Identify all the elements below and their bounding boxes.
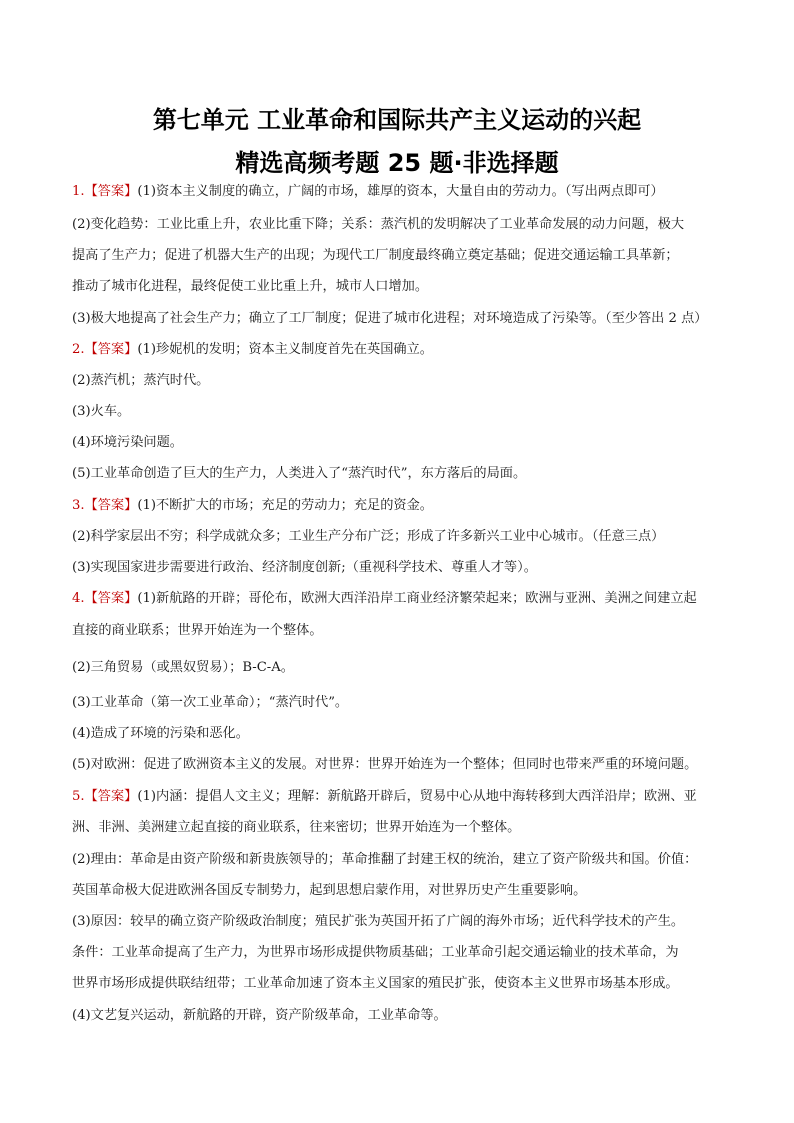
answer-2-line-4: (4)环境污染问题。 [72,435,183,450]
answer-5-tag: 5.【答案】 [72,789,138,804]
answer-5-line-8: (4)文艺复兴运动，新航路的开辟，资产阶级革命，工业革命等。 [72,1008,447,1023]
page-subtitle: 精选高频考题 25 题·非选择题 [235,149,559,177]
answer-2-line-3: (3)火车。 [72,404,131,419]
answer-3-line-1: 3.【答案】(1)不断扩大的市场；充足的劳动力；充足的资金。 [72,498,433,513]
answer-5-line-1: 5.【答案】(1)内涵：提倡人文主义；理解：新航路开辟后，贸易中心从地中海转移到大西洋沿岸；欧洲、亚 [72,789,697,804]
answer-4-line-4: (3)工业革命（第一次工业革命）；“蒸汽时代”。 [72,695,349,710]
answer-5-line-2: 洲、非洲、美洲建立起直接的商业联系，往来密切；世界开始连为一个整体。 [72,820,521,835]
answer-4-line-6: (5)对欧洲：促进了欧洲资本主义的发展。对世界：世界开始连为一个整体；但同时也带来严重的环境问题。 [72,757,698,772]
answer-4-line-2: 直接的商业联系；世界开始连为一个整体。 [72,623,323,638]
answer-5-line-7: 世界市场形成提供联结纽带；工业革命加速了资本主义国家的殖民扩张，使资本主义世界市场基本形成。 [72,976,679,991]
answer-4-line-3: (2)三角贸易（或黑奴贸易）；B-C-A。 [72,660,294,675]
answer-1-tag: 1.【答案】 [72,184,138,199]
answer-4-tag: 4.【答案】 [72,591,138,606]
answer-4-line-1: 4.【答案】(1)新航路的开辟；哥伦布，欧洲大西洋沿岸工商业经济繁荣起来；欧洲与亚洲、美洲之间建立起 [72,591,697,606]
answer-2-line-5: (5)工业革命创造了巨大的生产力，人类进入了“蒸汽时代”，东方落后的局面。 [72,466,527,481]
answer-1-line-1: 1.【答案】(1)资本主义制度的确立，广阔的市场，雄厚的资本，大量自由的劳动力。（写出两点即可） [72,184,664,199]
answer-1-line-3: 提高了生产力；促进了机器大生产的出现；为现代工厂制度最终确立奠定基础；促进交通运输工具革新； [72,248,679,263]
answer-5-line-4: 英国革命极大促进欧洲各国反专制势力，起到思想启蒙作用，对世界历史产生重要影响。 [72,883,587,898]
answer-5-line-6: 条件：工业革命提高了生产力，为世界市场形成提供物质基础；工业革命引起交通运输业的技术革命，为 [72,945,679,960]
answer-5-line-3: (2)理由：革命是由资产阶级和新贵族领导的；革命推翻了封建王权的统治，建立了资产阶级共和国。价值： [72,852,698,867]
answer-3-line-3: (3)实现国家进步需要进行政治、经济制度创新;（重视科学技术、尊重人才等）。 [72,560,537,575]
answer-3-line-2: (2)科学家层出不穷；科学成就众多；工业生产分布广泛；形成了许多新兴工业中心城市。（任意三点） [72,529,665,544]
answer-4-line-5: (4)造成了环境的污染和恶化。 [72,726,249,741]
answer-2-line-1: 2.【答案】(1)珍妮机的发明；资本主义制度首先在英国确立。 [72,342,433,357]
answer-2-line-2: (2)蒸汽机；蒸汽时代。 [72,373,210,388]
answer-1-line-4: 推动了城市化进程，最终促使工业比重上升，城市人口增加。 [72,279,429,294]
page-title: 第七单元 工业革命和国际共产主义运动的兴起 [152,106,642,134]
answer-1-line-5: (3)极大地提高了社会生产力；确立了工厂制度；促进了城市化进程；对环境造成了污染等。（至少答出 2 点） [72,311,708,326]
answer-1-line-2: (2)变化趋势：工业比重上升，农业比重下降；关系：蒸汽机的发明解决了工业革命发展的动力问题，极大 [72,217,685,232]
answer-3-tag: 3.【答案】 [72,498,138,513]
answer-5-line-5: (3)原因：较早的确立资产阶级政治制度；殖民扩张为英国开拓了广阔的海外市场；近代科学技术的产生。 [72,914,685,929]
answer-2-tag: 2.【答案】 [72,342,138,357]
